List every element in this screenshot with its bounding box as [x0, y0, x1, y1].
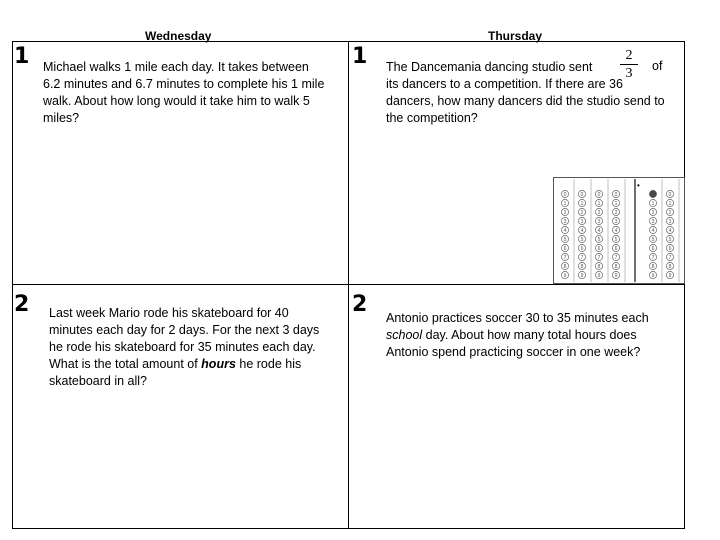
thu-problem-2-post: day. About how many total hours does Antonio spend practicing soccer in one week?: [386, 328, 641, 359]
bubble-digit: 6: [580, 246, 584, 252]
wed-problem-2-text: [49, 305, 334, 390]
bubble-digit: 5: [614, 237, 618, 243]
bubble-digit: 1: [651, 201, 655, 207]
bubble-digit: 6: [597, 246, 601, 252]
thursday-header: Thursday: [488, 29, 543, 43]
answer-bubble-grid: [553, 177, 685, 284]
bubble-digit: 7: [651, 255, 655, 261]
bubble-digit: 5: [563, 237, 567, 243]
bubble-digit: 0: [597, 192, 601, 198]
bubble-digit: 9: [580, 273, 584, 279]
bubble-digit: 5: [597, 237, 601, 243]
column-divider: [348, 41, 349, 529]
wed-problem-2-post: he rode his skateboard in all?: [49, 357, 302, 388]
bubble-digit: 6: [651, 246, 655, 252]
bubble-digit: 2: [614, 210, 618, 216]
bubble-digit: 9: [614, 273, 618, 279]
bubble-digit: 6: [614, 246, 618, 252]
fraction-denominator: 3: [625, 66, 633, 81]
bubble-digit: 3: [651, 219, 655, 225]
fraction-numerator: 2: [625, 48, 633, 63]
thu-problem-1-rest: its dancers to a competition. If there are 36 dancers, how many dancers did the studio send to the competition?: [386, 77, 665, 125]
bubble-digit: 5: [580, 237, 584, 243]
wednesday-header: Wednesday: [145, 29, 212, 43]
bubble-digit: 7: [597, 255, 601, 261]
bubble-digit: 3: [668, 219, 672, 225]
bubble-digit: 2: [597, 210, 601, 216]
row-divider: [12, 284, 685, 285]
wed-problem-2-pre: Last week Mario rode his skateboard for 40 minutes each day for 2 days. For the next 3 days he rode his skateboard for 35 minutes each day. What is the total amount of: [49, 306, 320, 371]
bubble-digit: 2: [668, 210, 672, 216]
bubble-digit: 0: [614, 192, 618, 198]
bubble-digit: 1: [597, 201, 601, 207]
bubble-digit: 2: [563, 210, 567, 216]
bubble-digit: 8: [597, 264, 601, 270]
bubble-digit: 6: [563, 246, 567, 252]
bubble-digit: 3: [614, 219, 618, 225]
bubble-digit: 9: [651, 273, 655, 279]
bubble-digit: 3: [580, 219, 584, 225]
thu-problem-2-number: 2: [352, 292, 368, 317]
bubble-digit: 0: [651, 192, 655, 198]
thu-problem-1-number: 1: [352, 44, 368, 69]
thu-problem-1-text: The Dancemania dancing studio sent: [386, 60, 593, 74]
bubble-digit: 2: [651, 210, 655, 216]
bubble-digit: 4: [614, 228, 618, 234]
bubble-digit: 5: [651, 237, 655, 243]
bubble-digit: 7: [614, 255, 618, 261]
bubble-digit: 9: [668, 273, 672, 279]
bubble-digit: 5: [668, 237, 672, 243]
thu-problem-1-tail: of: [652, 59, 663, 73]
bubble-digit: 9: [597, 273, 601, 279]
bubble-digit: 8: [580, 264, 584, 270]
thu-problem-2-text: [386, 310, 676, 361]
bubble-digit: 7: [563, 255, 567, 261]
bubble-digit: 1: [668, 201, 672, 207]
thu-problem-2-pre: Antonio practices soccer 30 to 35 minutes each: [386, 311, 649, 325]
bubble-digit: 0: [580, 192, 584, 198]
decimal-mark: •: [637, 181, 640, 190]
bubble-digit: 9: [563, 273, 567, 279]
bubble-digit: 4: [597, 228, 601, 234]
wed-problem-2-emphasis: hours: [201, 357, 236, 371]
wed-problem-1-text: Michael walks 1 mile each day. It takes between 6.2 minutes and 6.7 minutes to complete his 1 mile walk. About how long would it take him to walk 5 miles?: [43, 60, 325, 125]
bubble-digit: 3: [597, 219, 601, 225]
fraction-bar: [620, 64, 638, 65]
bubble-digit: 0: [563, 192, 567, 198]
bubble-digit: 4: [563, 228, 567, 234]
bubble-digit: 6: [668, 246, 672, 252]
bubble-digit: 7: [580, 255, 584, 261]
bubble-digit: 0: [668, 192, 672, 198]
bubble-digit: 4: [580, 228, 584, 234]
bubble-digit: 4: [651, 228, 655, 234]
bubble-digit: 1: [563, 201, 567, 207]
bubble-digit: 8: [614, 264, 618, 270]
thu-problem-2-emphasis: school: [386, 328, 423, 342]
bubble-digit: 8: [563, 264, 567, 270]
bubble-digit: 2: [580, 210, 584, 216]
bubble-digit: 8: [668, 264, 672, 270]
wed-problem-1-number: 1: [14, 44, 30, 69]
bubble-digit: 1: [580, 201, 584, 207]
bubble-digit: 8: [651, 264, 655, 270]
bubble-digit: 1: [614, 201, 618, 207]
bubble-digit: 3: [563, 219, 567, 225]
wed-problem-2-number: 2: [14, 292, 30, 317]
bubble-digit: 7: [668, 255, 672, 261]
bubble-digit: 4: [668, 228, 672, 234]
